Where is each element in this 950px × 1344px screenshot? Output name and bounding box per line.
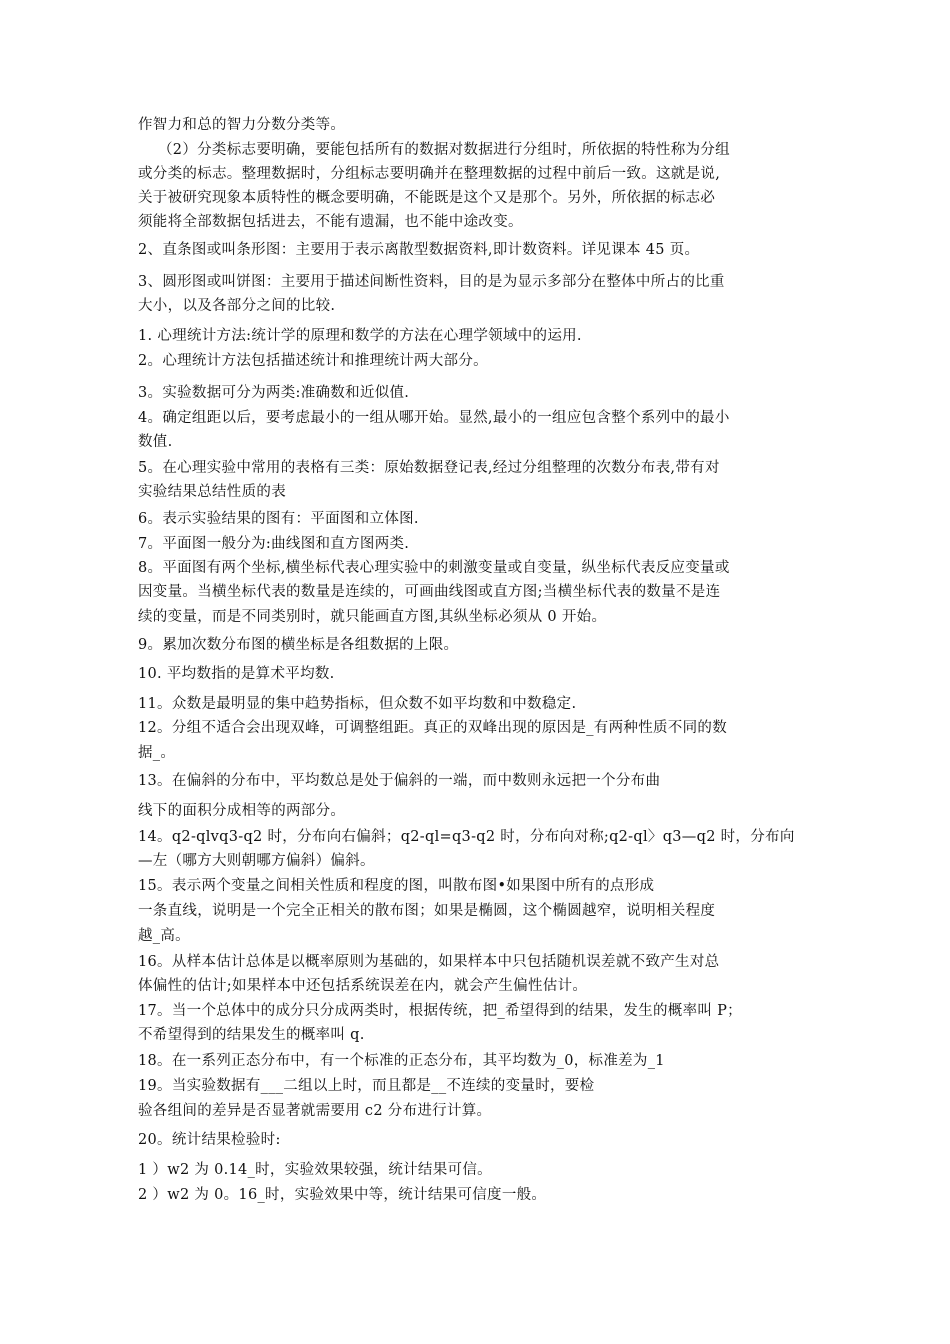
text-line: 大小，以及各部分之间的比较. xyxy=(138,298,336,314)
text-line: 3、圆形图或叫饼图：主要用于描述间断性资料，目的是为显示多部分在整体中所占的比重 xyxy=(138,274,725,290)
text-line: 一条直线，说明是一个完全正相关的散布图；如果是椭圆，这个椭圆越窄，说明相关程度 xyxy=(138,903,716,919)
text-line: 越_高。 xyxy=(138,928,190,944)
text-line: 据_。 xyxy=(138,745,176,761)
text-line: 体偏性的估计;如果样本中还包括系统误差在内，就会产生偏性估计。 xyxy=(138,978,588,994)
text-line: 因变量。当横坐标代表的数量是连续的，可画曲线图或直方图;当横坐标代表的数量不是连 xyxy=(138,584,721,600)
text-line: 2 ）w2 为 0。16_时，实验效果中等，统计结果可信度一般。 xyxy=(138,1187,547,1203)
text-line: 16。从样本估计总体是以概率原则为基础的，如果样本中只包括随机误差就不致产生对总 xyxy=(138,954,720,970)
text-line: 须能将全部数据包括进去，不能有遗漏，也不能中途改变。 xyxy=(138,214,523,230)
text-line: 20。统计结果检验时: xyxy=(138,1132,281,1148)
text-line: 2、直条图或叫条形图：主要用于表示离散型数据资料,即计数资料。详见课本 45 页。 xyxy=(138,242,700,258)
text-line: 3。实验数据可分为两类:准确数和近似值. xyxy=(138,385,410,401)
text-line: 19。当实验数据有___二组以上时，而且都是__不连续的变量时，要检 xyxy=(138,1078,595,1094)
text-line: 线下的面积分成相等的两部分。 xyxy=(138,803,346,819)
text-line: 或分类的标志。整理数据时，分组标志要明确并在整理数据的过程中前后一致。这就是说, xyxy=(138,166,721,182)
text-line: 实验结果总结性质的表 xyxy=(138,484,286,500)
text-line: 14。q2-qlvq3-q2 时，分布向右偏斜；q2-ql=q3-q2 时，分布向对称;q2-ql〉q3—q2 时，分布向 xyxy=(138,829,795,845)
text-line: 数值. xyxy=(138,434,173,450)
text-line: 17。当一个总体中的成分只分成两类时，根据传统，把_希望得到的结果，发生的概率叫 P； xyxy=(138,1003,742,1019)
text-line: 8。平面图有两个坐标,横坐标代表心理实验中的刺激变量或自变量，纵坐标代表反应变量或 xyxy=(138,560,730,576)
text-line: 10. 平均数指的是算术平均数. xyxy=(138,666,335,682)
text-line: 12。分组不适合会出现双峰，可调整组距。真正的双峰出现的原因是_有两种性质不同的数 xyxy=(138,720,727,736)
text-line: 13。在偏斜的分布中，平均数总是处于偏斜的一端，而中数则永远把一个分布曲 xyxy=(138,773,661,789)
text-line: 15。表示两个变量之间相关性质和程度的图，叫散布图•如果图中所有的点形成 xyxy=(138,878,655,894)
text-line: 4。确定组距以后，要考虑最小的一组从哪开始。显然,最小的一组应包含整个系列中的最小 xyxy=(138,410,730,426)
text-line: 9。累加次数分布图的横坐标是各组数据的上限。 xyxy=(138,637,459,653)
text-line: 作智力和总的智力分数分类等。 xyxy=(138,117,346,133)
text-line: 7。平面图一般分为:曲线图和直方图两类. xyxy=(138,536,410,552)
text-line: 2。心理统计方法包括描述统计和推理统计两大部分。 xyxy=(138,353,488,369)
text-line: 1 ）w2 为 0.14_时，实验效果较强，统计结果可信。 xyxy=(138,1162,492,1178)
text-line: （2）分类标志要明确，要能包括所有的数据对数据进行分组时，所依据的特性称为分组 xyxy=(158,142,730,158)
text-line: 11。众数是最明显的集中趋势指标，但众数不如平均数和中数稳定. xyxy=(138,696,577,712)
text-line: 不希望得到的结果发生的概率叫 q. xyxy=(138,1027,365,1043)
text-line: 验各组间的差异是否显著就需要用 c2 分布进行计算。 xyxy=(138,1103,492,1119)
text-line: 1. 心理统计方法:统计学的原理和数学的方法在心理学领域中的运用. xyxy=(138,328,582,344)
text-line: 6。表示实验结果的图有：平面图和立体图. xyxy=(138,511,419,527)
text-line: 5。在心理实验中常用的表格有三类：原始数据登记表,经过分组整理的次数分布表,带有对 xyxy=(138,460,720,476)
text-line: 续的变量，而是不同类别时，就只能画直方图,其纵坐标必须从 0 开始。 xyxy=(138,609,607,625)
text-line: 关于被研究现象本质特性的概念要明确，不能既是这个又是那个。另外，所依据的标志必 xyxy=(138,190,716,206)
text-line: —左（哪方大则朝哪方偏斜）偏斜。 xyxy=(138,853,375,869)
text-line: 18。在一系列正态分布中，有一个标准的正态分布，其平均数为_0，标准差为_1 xyxy=(138,1053,665,1069)
